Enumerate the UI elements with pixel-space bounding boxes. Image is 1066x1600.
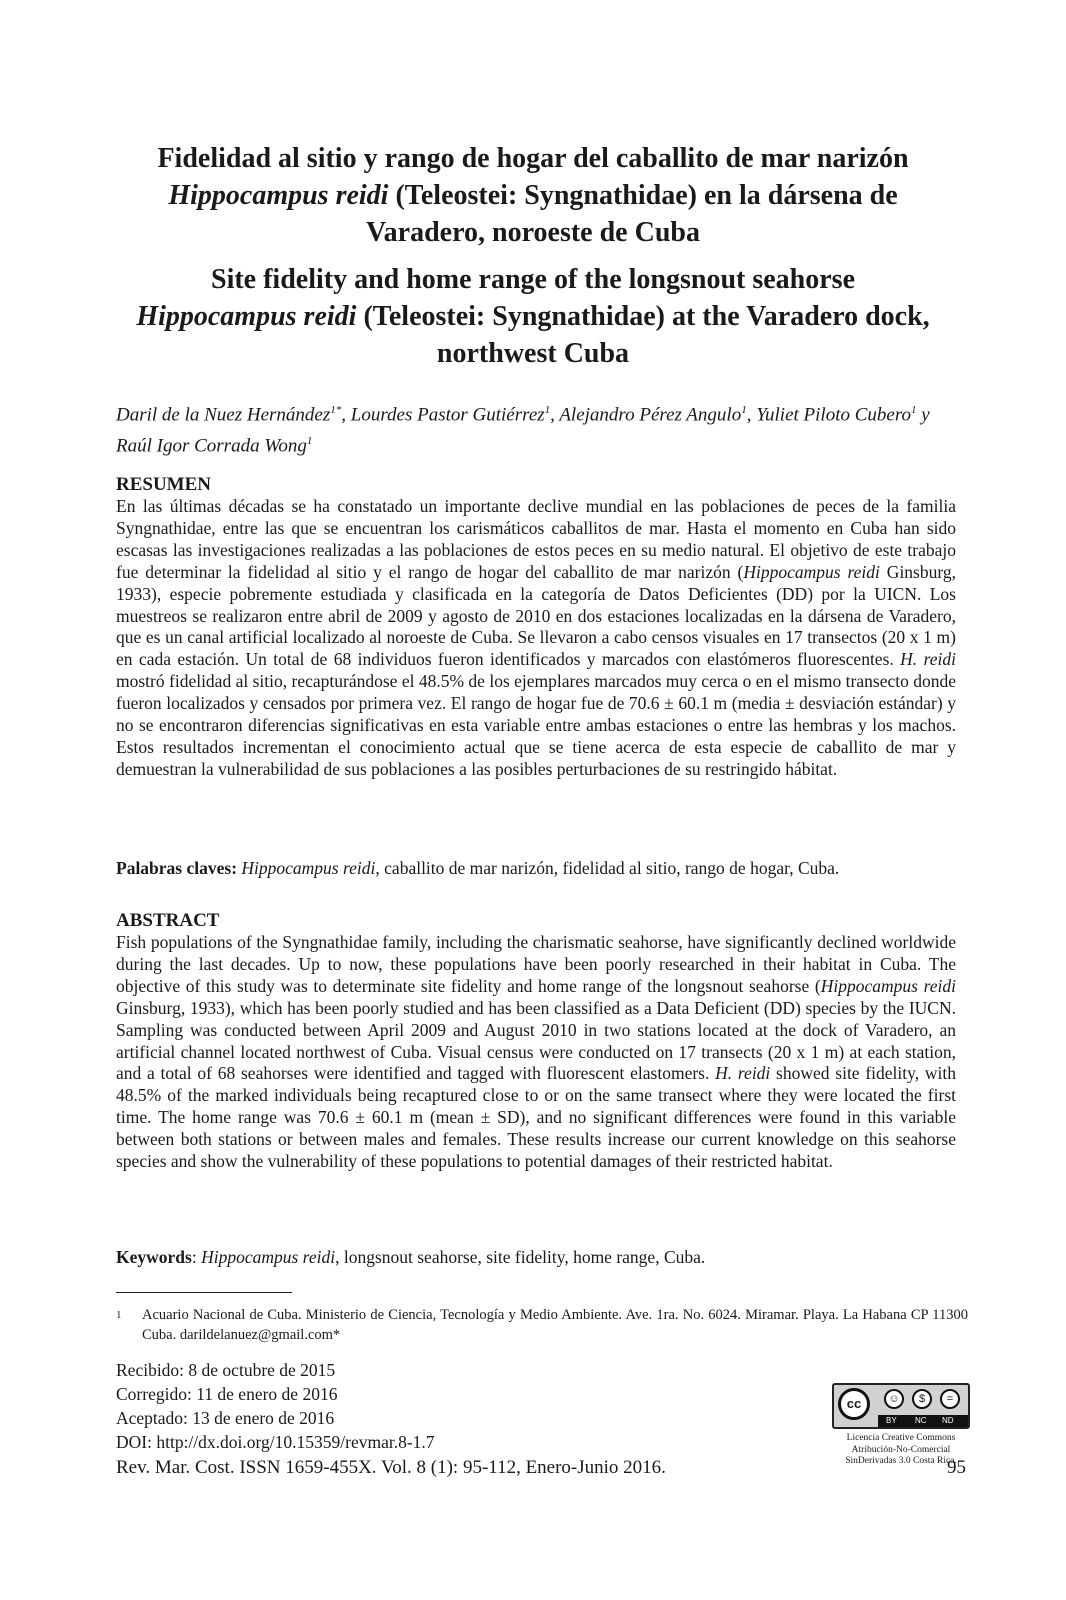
license-strip: BY NC ND: [878, 1415, 968, 1427]
footnote: [116, 1305, 968, 1345]
keywords: Keywords: Hippocampus reidi, longsnout seahorse, site fidelity, home range, Cuba.: [116, 1247, 706, 1267]
abstract-section: [116, 910, 956, 1173]
doi-link[interactable]: DOI: http://dx.doi.org/10.15359/revmar.8-1.7: [116, 1432, 435, 1452]
page-footer: [116, 1457, 966, 1479]
noderivatives-icon: =: [940, 1389, 960, 1409]
page-number: 95: [947, 1457, 966, 1478]
corrected-date: Corregido: 11 de enero de 2016: [116, 1384, 338, 1404]
noncommercial-icon: $: [912, 1389, 932, 1409]
accepted-date: Aceptado: 13 de enero de 2016: [116, 1408, 335, 1428]
person-icon: ☺: [884, 1389, 904, 1409]
abstract-heading: ABSTRACT: [116, 910, 220, 931]
cc-license-badge[interactable]: [832, 1383, 970, 1429]
cc-logo-icon: cc: [838, 1388, 870, 1420]
received-date: Recibido: 8 de octubre de 2015: [116, 1360, 336, 1380]
footnote-mark: 1: [116, 1309, 122, 1321]
title-species-en: Hippocampus reidi: [136, 301, 357, 332]
journal-citation: Rev. Mar. Cost. ISSN 1659-455X. Vol. 8 (1): 95-112, Enero-Junio 2016.: [116, 1457, 666, 1478]
abstract-body: Fish populations of the Syngnathidae family, including the charismatic seahorse, have significantly declined worldwide during the last decades. Up to now, these populations have been poorly researched in their habitat in Cuba. The objective of this study was to determinate site fidelity and home range of the longsnout seahorse (Hippocampus reidi Ginsburg, 1933), which has been poorly studied and has been classified as a Data Deficient (DD) species by the IUCN. Sampling was conducted between April 2009 and August 2010 in two stations located at the dock of Varadero, an artificial channel located northwest of Cuba. Visual census were conducted on 17 transects (20 x 1 m) at each station, and a total of 68 seahorses were identified and tagged with fluorescent elastomers. H. reidi showed site fidelity, with 48.5% of the marked individuals being recaptured close to or on the same transect where they were located the first time. The home range was 70.6 ± 60.1 m (mean ± SD), and no significant differences were found in this variable between both stations or between males and females. These results increase our current knowledge on this seahorse species and show the vulnerability of these populations to potential damages of their restricted habitat.: [116, 932, 956, 1172]
footnote-text: Acuario Nacional de Cuba. Ministerio de Ciencia, Tecnología y Medio Ambiente. Ave. 1ra. No. 6024. Miramar. Playa. La Habana CP 11300 Cuba. darildelanuez@gmail.com*: [142, 1307, 968, 1343]
title-block: [110, 140, 956, 372]
title-english: Site fidelity and home range of the longsnout seahorse Hippocampus reidi (Teleostei: Syngnathidae) at the Varadero dock, northwest Cuba: [136, 264, 930, 369]
article-dates: [116, 1358, 435, 1454]
license-text: Licencia Creative Commons Atribución-No-Comercial SinDerivadas 3.0 Costa Rica.: [845, 1433, 957, 1466]
license-block: [826, 1383, 976, 1468]
palabras-claves: Palabras claves: Hippocampus reidi, caballito de mar narizón, fidelidad al sitio, rango de hogar, Cuba.: [116, 858, 840, 878]
resumen-body: En las últimas décadas se ha constatado un importante declive mundial en las poblaciones de peces de la familia Syngnathidae, entre las que se encuentran los carismáticos caballitos de mar. Hasta el momento en Cuba han sido escasas las investigaciones realizadas a las poblaciones de estos peces en su medio natural. El objetivo de este trabajo fue determinar la fidelidad al sitio y el rango de hogar del caballito de mar narizón (Hippocampus reidi Ginsburg, 1933), especie pobremente estudiada y clasificada en la categoría de Datos Deficientes (DD) por la UICN. Los muestreos se realizaron entre abril de 2009 y agosto de 2010 en dos estaciones localizadas en la dársena de Varadero, que es un canal artificial localizado al noroeste de Cuba. Se llevaron a cabo censos visuales en 17 transectos (20 x 1 m) en cada estación. Un total de 68 individuos fueron identificados y marcados con elastómeros fluorescentes. H. reidi mostró fidelidad al sitio, recapturándose el 48.5% de los ejemplares marcados muy cerca o en el mismo transecto donde fueron localizados y censados por primera vez. El rango de hogar fue de 70.6 ± 60.1 m (media ± desviación estándar) y no se encontraron diferencias significativas en esta variable entre ambas estaciones o entre las hembras y los machos. Estos resultados incrementan el conocimiento actual que se tiene acerca de esta especie de caballito de mar y demuestran la vulnerabilidad de sus poblaciones a las posibles perturbaciones de su restringido hábitat.: [116, 496, 957, 779]
footnote-divider: [116, 1292, 292, 1293]
resumen-section: [116, 474, 956, 781]
title-species-es: Hippocampus reidi: [168, 180, 389, 211]
title-spanish: Fidelidad al sitio y rango de hogar del caballito de mar narizón Hippocampus reidi (Teleostei: Syngnathidae) en la dársena de Varadero, noroeste de Cuba: [157, 143, 909, 248]
author-list: Daril de la Nuez Hernández$^{1*}$, Lourdes Pastor Gutiérrez$^1$, Alejandro Pérez Angulo$^1$, Yuliet Piloto Cubero$^1$ y Raúl Igor Corrada Wong$^1$: [116, 404, 930, 457]
resumen-heading: RESUMEN: [116, 474, 212, 495]
